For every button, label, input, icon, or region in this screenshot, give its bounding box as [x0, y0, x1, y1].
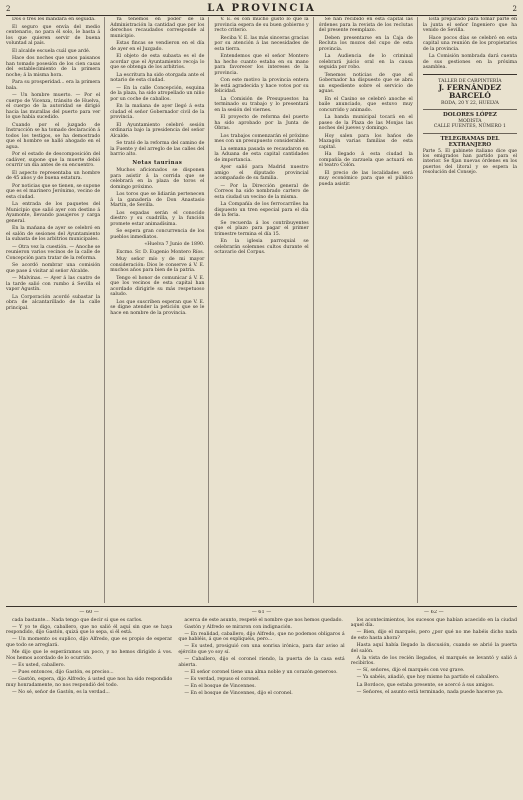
paragraph: Se trató de la reforma del camino de la Fuente y del arreglo de las calles del barrio alto.: [110, 141, 205, 157]
paragraph: La Corporación acordó subastar la obra de alcantarillado de la calle principal.: [6, 294, 101, 311]
paragraph: La semana pasada se recaudaron en la Aduana de esta capital cantidades de importancia.: [214, 146, 309, 163]
paragraph: El objeto de esta subasta es el de acordar que el Ayuntamiento recoja lo que se obtenga de los arbitrios.: [110, 54, 205, 70]
paragraph: Hace pocos días se celebró en esta capital una reunión de los propietarios de la provincia.: [422, 35, 518, 52]
serial-divider: [6, 606, 517, 607]
paragraph: — Gastón, espera, dijo Alfredo; á usted que nos ha sido respondido muy honradamente, no nos respondió del todo.: [6, 676, 173, 688]
paragraph: — Un momento os suplico, dijo Alfredo, que es propio de esperar que todo se arreglará.: [6, 637, 173, 648]
column-3: [214, 17, 313, 603]
telegrams-section: [423, 134, 517, 179]
column-1: [6, 17, 105, 603]
page-number-right: 2: [512, 4, 517, 13]
paragraph: — Sí, señores, dijo el marqués con voz grave.: [356, 668, 465, 674]
paragraph: El proyecto de reforma del puerto ha sido aprobado por la Junta de Obras.: [214, 115, 309, 131]
ad-modista: [423, 110, 517, 133]
paragraph: Se recuerda á los contribuyentes que el plazo para pagar el primer trimestre termina el día 15.: [214, 220, 309, 237]
news-columns: [6, 17, 517, 603]
paragraph: Entendemos que el señor Montero ha hecho cuanto estaba en su mano para favorecer los intereses de la provincia.: [214, 54, 309, 76]
paragraph: Por el estado de descomposición del cadáver, supone que la muerte debió ocurrir un día antes de su encuentro.: [6, 152, 101, 168]
paragraph: Gastón y Alfredo se miraron con indignación.: [184, 624, 293, 630]
paragraph: En la mañana de ayer llegó á esta ciudad el señor Gobernador civil de la provincia.: [110, 104, 205, 120]
paragraph: Los que suscriben esperan que V. E. se digne atender la petición que se le hace en nombre de la provincia.: [110, 299, 205, 316]
paragraph: La Bordoce, que estaba presente, se acercó á sus amigos.: [356, 682, 495, 688]
paragraph: cada bastante... Nada tengo que decir si que es carlos.: [12, 617, 143, 623]
page-number-left: 2: [6, 4, 11, 13]
paragraph: — En la calle Concepción, esquina de la plaza, ha sido atropellado un niño por un coche de caballos.: [110, 85, 205, 102]
ad-subtitle: MODISTA: [458, 118, 482, 124]
masthead: [6, 2, 517, 16]
ad-name: DOLORES LÓPEZ: [442, 112, 497, 119]
paragraph: Se espera gran concurrencia de los pueblos inmediatos.: [110, 229, 205, 240]
paragraph: Ya tenemos en poder de la Administración la cantidad que por los derechos recaudados corresponde al municipio.: [110, 17, 205, 39]
paragraph: Reciba V. E. las más sinceras gracias por su atención á las necesidades de esta tierra.: [214, 35, 309, 52]
paragraph: — Es usted, caballero.: [12, 662, 66, 668]
paragraph: — Otra vez la cuestión. — Anoche se reunieron varios vecinos de la calle de Concepción para tratar de la reforma.: [6, 244, 101, 261]
paragraph: Estas fincas se vendieron en el día de ayer en el Juzgado.: [110, 41, 205, 52]
serial-column-2: [178, 610, 344, 796]
paragraph: Hasta aquí había llegado la discusión, cuando se abrió la puerta del salón.: [350, 642, 517, 654]
paragraph: Muchos aficionados se disponen para asistir á la corrida que se celebrará en la plaza de toros el domingo próximo.: [110, 168, 205, 190]
paragraph: La banda municipal tocará en el paseo de la Plaza de las Monjas las noches del jueves y domingo.: [318, 115, 413, 131]
letter-date: «Huelva 7 Junio de 1890.: [144, 242, 205, 247]
paragraph: Hoy salen para los baños de Mazagón varias familias de esta capital.: [318, 133, 413, 150]
paragraph: — No sé, señor de Gastón, es la verdad...: [12, 689, 110, 695]
paragraph: — Un hombre muerto. — Por el cuerpo de Vicenza, tránsito de Huelva, el cuerpo de la autoridad se dirigió hacia las murallas del puerto para ver lo que había sucedido.: [6, 93, 101, 120]
section-heading: Notas taurinas: [132, 159, 183, 166]
paragraph: El aspecto representaba un hombre de 45 años y de buena estatura.: [6, 170, 101, 181]
paragraph: Muy señor mío y de mi mayor consideración: Dios le conserve á V. E. muchos años para bien de la patria.: [110, 257, 205, 273]
paragraph: Tenemos noticias de que el Gobernador ha dispuesto que se abra un expediente sobre el servicio de aguas.: [318, 72, 413, 94]
letter-recipient: Excmo. Sr. D. Eugenio Montero Ríos.: [116, 249, 205, 255]
paragraph: La Audiencia de lo criminal celebrará juicio oral en la causa seguida por robo.: [318, 54, 413, 70]
paragraph: Los toros que se lidiarán pertenecen á la ganadería de Don Anastasio Martín, de Sevilla.: [110, 192, 205, 208]
paragraph: En la mañana de ayer se celebró en el salón de sesiones del Ayuntamiento la subasta de los arbitrios municipales.: [6, 226, 101, 242]
paragraph: Se acordó nombrar una comisión que pase á visitar al señor Alcalde.: [6, 263, 101, 274]
ad-address: RODA, 20 Y 22, HUELVA: [441, 100, 499, 106]
paragraph: Hace dos noches que unos paisanos han tomado posesión de los cien casas del establecimiento de la primera noche; á la misma hora.: [6, 56, 101, 78]
paragraph: Se han recibido en esta capital las órdenes para la revista de los reclutas del presente reemplazo.: [318, 17, 413, 33]
paragraph: — En el bosque de Vincennes, dijo el coronel.: [184, 691, 293, 697]
ad-heading: TALLER DE CARPINTERÍA: [438, 78, 502, 84]
ad-carpentry: [423, 77, 517, 111]
paragraph: Ha llegado á esta ciudad la compañía de zarzuela que actuará en el teatro Colón.: [318, 152, 413, 168]
paragraph: Por noticias que se tienen, se supone que es el marinero Jerónimo, vecino de esta ciudad.: [6, 183, 101, 200]
paragraph: Tengo el honor de comunicar á V. E. que los vecinos de esta capital han acordado dirigirle su más respetuoso saludo.: [110, 275, 205, 297]
serial-novel: [6, 610, 517, 796]
paragraph: A la vista de los recién llegados, el marqués se levantó y salió á recibirlos.: [350, 655, 517, 667]
serial-column-3: [351, 610, 517, 796]
paragraph: — El señor coronel tiene una alma noble y un corazón generoso.: [184, 669, 338, 675]
paragraph: La Compañía de los ferrocarriles ha dispuesto un tren especial para el día de la feria.: [214, 202, 309, 218]
paragraph: Me dijo que le esperáramos un poco, y no hemos dirigido á vos. Nos hemos acordado de lo ocurrido.: [6, 650, 173, 661]
paragraph: — Ya sabéis, añadió, que hoy mismo ha partido el caballero.: [356, 675, 500, 681]
paragraph: acerca de este asunto, respeté el nombre que nos hemos quedado.: [184, 617, 343, 623]
paragraph: Está preparado para tomar parte en la junta el señor Ingeniero que ha venido de Sevilla.: [422, 17, 518, 33]
paragraph: — En el bosque de Vincennes.: [184, 684, 256, 690]
paragraph: En la iglesia parroquial se celebrarán solemnes cultos durante el octavario del Corpus.: [214, 239, 309, 255]
section-heading: TELEGRAMAS DEL EXTRANJERO: [440, 135, 500, 149]
serial-page-number: — 60 —: [79, 610, 99, 615]
paragraph: El precio de las localidades será muy económico para que el público pueda asistir.: [318, 170, 413, 187]
paragraph: — Por la Dirección general de Correos ha sido nombrado cartero de esta ciudad un vecino de la misma.: [214, 183, 309, 200]
paragraph: Parte 5. El gabinete italiano dice que los emigrados han partido para el interior. Se fijan nuevas órdenes en los puertos del litoral y se espera la resolución del Consejo.: [422, 148, 518, 176]
paragraph: Con este motivo la provincia entera le está agradecida y hace votos por su felicidad.: [214, 78, 309, 94]
advertisements: [423, 74, 517, 179]
paragraph: Los espadas serán el conocido diestro y su cuadrilla, y la función promete estar animadísima.: [110, 210, 205, 227]
paragraph: Cuando por el juzgado de Instrucción se ha tomado declaración á todos los testigos, se ha demostrado que el hombre se halló ahogado en el agua.: [6, 122, 101, 150]
paragraph: V. E. es con mucho gusto lo que la provincia espera de su buen gobierno y recto criterio.: [214, 17, 309, 33]
paragraph: El Ayuntamiento celebró sesión ordinaria bajo la presidencia del señor Alcalde.: [110, 122, 205, 139]
paragraph: — Malvinas. — Ayer á las cuatro de la tarde salió con rumbo á Sevilla el vapor Agustín.: [6, 276, 101, 292]
column-2: [110, 17, 209, 603]
paragraph: — Caballero, dijo el coronel riendo, la puerta de la casa está abierta.: [178, 657, 345, 668]
serial-column-1: [6, 610, 172, 796]
paragraph: los acontecimientos, los sucesos que habían acaecido en la ciudad aquel día.: [350, 617, 517, 629]
column-4: [319, 17, 418, 603]
paragraph: La entrada de los paquetes del Municipio que salió ayer con destino á Ayamonte, llevando pasajeros y carga general.: [6, 202, 101, 224]
paragraph: La Comisión nombrada dará cuenta de sus gestiones en la próxima asamblea.: [422, 54, 518, 70]
serial-page-number: — 61 —: [251, 610, 272, 615]
paragraph: Los trabajos comenzarán el próximo mes con un presupuesto considerable.: [214, 133, 309, 144]
paragraph: — Señores, el asunto está terminado, nada puede hacerse ya.: [356, 689, 504, 695]
paragraph: Ayer salió para Madrid nuestro amigo el diputado provincial acompañado de su familia.: [214, 165, 309, 181]
paragraph: El alcalde escuela cuál que ardé.: [12, 48, 91, 54]
ad-address: CALLE FUENTES, NÚMERO 1: [433, 124, 506, 130]
ad-name: J. FERNÁNDEZ BARCELÓ: [438, 82, 502, 101]
paragraph: El seguro que envía del medio centenario, no para él solo, le basta á los que quieren servir de buena voluntad al país.: [6, 24, 101, 46]
paragraph: — Pues entonces, dijo Gastón, es preciso...: [12, 669, 114, 675]
paragraph: — Es usted, prosiguió con una sonrisa irónica, para dar aviso al ejército que yo soy sí.: [178, 644, 345, 656]
paragraph: La Comisión de Presupuestos ha terminado su trabajo y lo presentará en la sesión del viernes.: [214, 96, 309, 113]
paragraph: — Bien, dijo el marqués, pero ¿por qué no me habéis dicho nada de esto hasta ahora?: [350, 630, 517, 641]
paragraph: — En realidad, caballero, dijo Alfredo, que no podemos obligaros á que habléis, á que os expliquéis, pero...: [178, 631, 345, 643]
paragraph: — Es verdad, repuso el coronel.: [184, 676, 261, 682]
column-5: [423, 17, 517, 603]
paragraph: — Y yo te digo, caballero, que no salió él aquí sin que se haya respondido, dijo Gastón, quizá que lo sepa, si él está.: [6, 624, 173, 636]
paragraph: La escritura ha sido otorgada ante el notario de esta ciudad.: [110, 72, 205, 83]
newspaper-title: LA PROVINCIA: [207, 3, 316, 14]
paragraph: Para su prosperidad... era la primera bala.: [6, 80, 101, 91]
paragraph: En el Casino se celebró anoche el baile anunciado, que estuvo muy concurrido y animado.: [318, 96, 413, 113]
paragraph: Dos ó tres les mandará en seguida.: [12, 17, 96, 22]
paragraph: Deben presentarse en la Caja de Recluta los mozos del cupo de esta provincia.: [318, 35, 413, 52]
serial-page-number: — 62 —: [424, 610, 444, 615]
